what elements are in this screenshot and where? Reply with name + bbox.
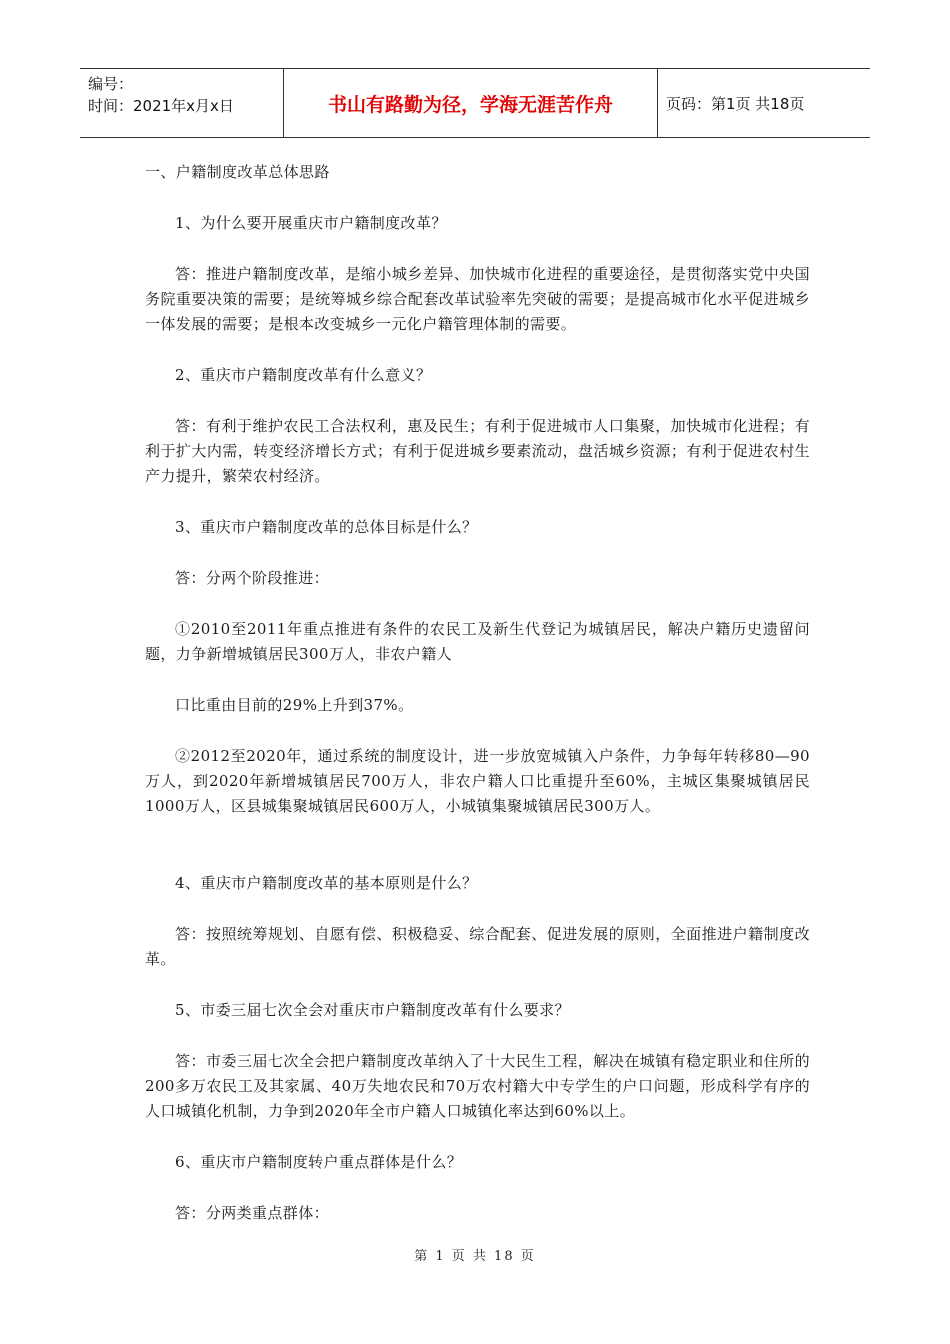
answer-5: 答：市委三届七次全会把户籍制度改革纳入了十大民生工程，解决在城镇有稳定职业和住所的200多万农民工及其家属、40万失地农民和70万农村籍大中专学生的户口问题，形成科学有序的人口城镇化机制，力争到2020年全市户籍人口城镇化率达到60%以上。 [145,1052,810,1120]
document-body [145,160,810,1226]
answer-3-stage-1: ①2010至2011年重点推进有条件的农民工及新生代登记为城镇居民，解决户籍历史遗留问题，力争新增城镇居民300万人，非农户籍人 [145,620,810,663]
question-6: 6、重庆市户籍制度转户重点群体是什么？ [175,1153,463,1171]
page-info-cell [658,69,870,137]
page-info-text: 页码：第1页 共18页 [666,94,805,113]
header-info-cell [80,69,283,137]
answer-1: 答：推进户籍制度改革，是缩小城乡差异、加快城市化进程的重要途径，是贯彻落实党中央国务院重要决策的需要；是统筹城乡综合配套改革试验率先突破的需要；是提高城市化水平促进城乡一体发展的需要；是根本改变城乡一元化户籍管理体制的需要。 [145,265,810,333]
answer-3-stage-1-cont: 口比重由目前的29%上升到37%。 [175,696,414,714]
answer-6-intro: 答：分两类重点群体： [175,1204,330,1222]
question-5: 5、市委三届七次全会对重庆市户籍制度改革有什么要求？ [175,1001,570,1019]
question-4: 4、重庆市户籍制度改革的基本原则是什么？ [175,874,478,892]
answer-2: 答：有利于维护农民工合法权利，惠及民生；有利于促进城市人口集聚，加快城市化进程；有利于扩大内需，转变经济增长方式；有利于促进城乡要素流动，盘活城乡资源；有利于促进农村生产力提升，繁荣农村经济。 [145,417,810,485]
section-heading: 一、户籍制度改革总体思路 [145,163,330,181]
answer-3-stage-2: ②2012至2020年，通过系统的制度设计，进一步放宽城镇入户条件，力争每年转移80—90万人，到2020年新增城镇居民700万人，非农户籍人口比重提升至60%，主城区集聚城镇居民1000万人，区县城集聚城镇居民600万人，小城镇集聚城镇居民300万人。 [145,747,810,815]
question-1: 1、为什么要开展重庆市户籍制度改革？ [175,214,447,232]
date-line: 时间：2021年x月x日 [88,97,234,115]
motto-text: 书山有路勤为径，学海无涯苦作舟 [327,93,613,116]
header-table [80,68,870,138]
question-3: 3、重庆市户籍制度改革的总体目标是什么？ [175,518,478,536]
page-footer: 第 1 页 共 18 页 [414,1249,536,1264]
answer-4: 答：按照统筹规划、自愿有偿、积极稳妥、综合配套、促进发展的原则，全面推进户籍制度改革。 [145,925,810,968]
answer-3-intro: 答：分两个阶段推进： [175,569,330,587]
motto-cell [283,69,658,137]
question-2: 2、重庆市户籍制度改革有什么意义？ [175,366,432,384]
serial-number-label: 编号： [88,75,134,93]
